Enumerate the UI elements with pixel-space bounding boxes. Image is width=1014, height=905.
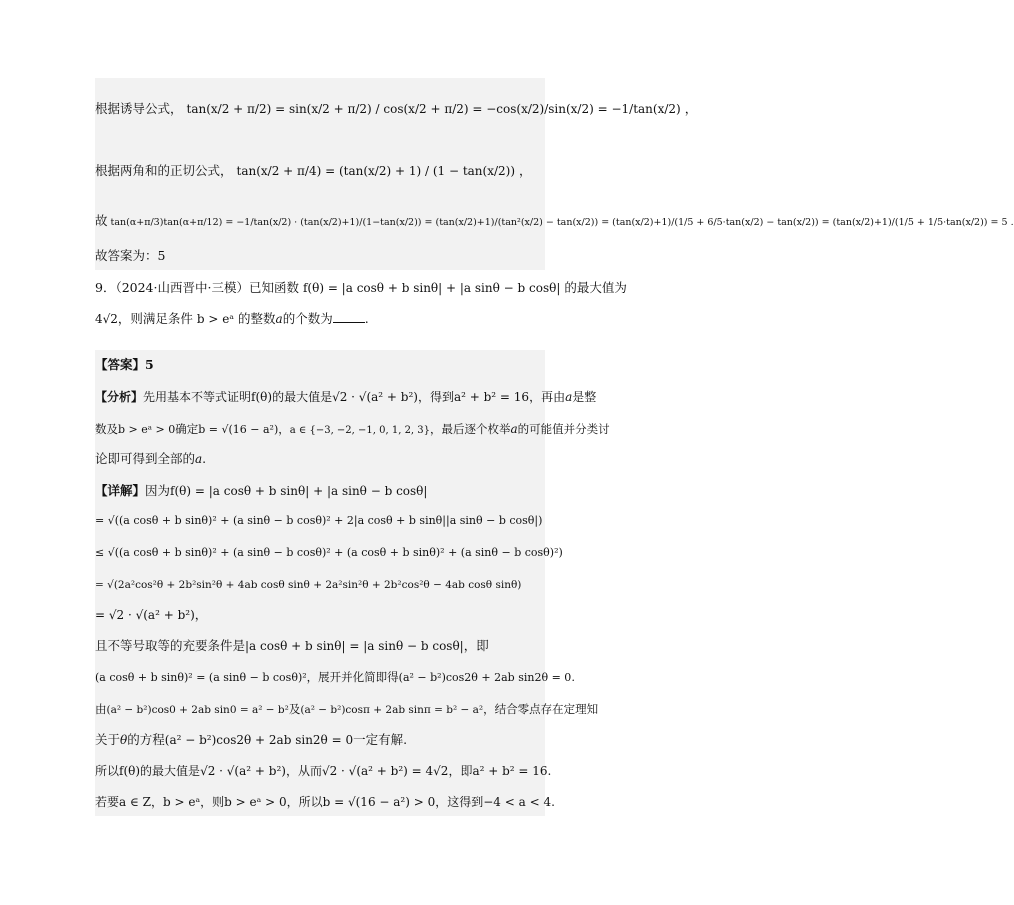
answer-blank (333, 310, 365, 323)
answer-statement: 故答案为：5 (95, 248, 166, 263)
derivation-step-1: = √((a cosθ + b sinθ)² + (a sinθ − b cosθ)² + 2|a cosθ + b sinθ||a sinθ − b cosθ|) (95, 514, 543, 527)
analysis-line-3: 论即可得到全部的a. (95, 451, 207, 466)
answer-label: 【答案】 (95, 357, 146, 372)
question-line-1: 9．（2024·山西晋中·三模）已知函数 f(θ) = |a cosθ + b sinθ| + |a sinθ − b cosθ| 的最大值为 (95, 280, 627, 295)
max-value-line: 所以f(θ)的最大值是√2 · √(a² + b²)，从而√2 · √(a² + b²) = 4√2，即a² + b² = 16. (95, 764, 552, 778)
function-definition: f(θ) = |a cosθ + b sinθ| + |a sinθ − b cosθ| (302, 281, 561, 295)
detail-label: 【详解】 (95, 483, 146, 498)
equation-solvable-line: 关于θ的方程(a² − b²)cos2θ + 2ab sin2θ = 0一定有解. (95, 732, 408, 747)
conclusion-line: 故 tan(α+π/3)tan(α+π/12) = −1/tan(x/2) · (tan(x/2)+1)/(1−tan(x/2)) = (tan(x/2)+1)/(tan²(x/2) − tan(x/2)) = (tan(x/2)+1)/(1/5 + 6/5·tan(x/2) − tan(x/2)) = (tan(x/2)+1)/(1/5 + 1/5·tan(x/2)) = 5 . (95, 213, 1014, 228)
analysis-label: 【分析】 (95, 390, 144, 404)
derivation-step-4: = √2 · √(a² + b²)， (95, 607, 208, 622)
induction-formula: tan(x/2 + π/2) = sin(x/2 + π/2) / cos(x/2 + π/2) = −cos(x/2)/sin(x/2) = −1/tan(x/2) (186, 102, 681, 116)
detail-line-intro: 【详解】因为f(θ) = |a cosθ + b sinθ| + |a sinθ − b cosθ| (95, 483, 428, 498)
induction-formula-line: 根据诱导公式， tan(x/2 + π/2) = sin(x/2 + π/2) / cos(x/2 + π/2) = −cos(x/2)/sin(x/2) = −1/tan(x/2) ， (95, 101, 698, 116)
derivation-step-3: = √(2a²cos²θ + 2b²sin²θ + 4ab cosθ sinθ + 2a²sin²θ + 2b²cos²θ − 4ab cosθ sinθ) (95, 579, 522, 591)
question-number: 9． (95, 280, 116, 295)
equality-condition-line: 且不等号取等的充要条件是|a cosθ + b sinθ| = |a sinθ − b cosθ|，即 (95, 638, 489, 653)
analysis-line-2: 数及b > eᵃ > 0确定b = √(16 − a²)，a ∈ {−3, −2, −1, 0, 1, 2, 3}，最后逐个枚举a的可能值并分类讨 (95, 422, 610, 436)
square-expansion-line: (a cosθ + b sinθ)² = (a sinθ − b cosθ)²，展开并化简即得(a² − b²)cos2θ + 2ab sin2θ = 0. (95, 670, 575, 684)
question-source: （2024·山西晋中·三模） (115, 280, 249, 295)
answer-line (95, 356, 154, 374)
conclusion-formula: tan(α+π/3)tan(α+π/12) = −1/tan(x/2) · (tan(x/2)+1)/(1−tan(x/2)) = (tan(x/2)+1)/(tan²(x/2) − tan(x/2)) = (tan(x/2)+1)/(1/5 + 6/5·tan(x/2) − tan(x/2)) = (tan(x/2)+1)/(1/5 + 1/5·tan(x/2)) = 5 (110, 217, 1008, 228)
tangent-sum-formula: tan(x/2 + π/4) = (tan(x/2) + 1) / (1 − tan(x/2)) (236, 164, 516, 178)
analysis-line-1: 【分析】先用基本不等式证明f(θ)的最大值是√2 · √(a² + b²)，得到a² + b² = 16，再由a是整 (95, 390, 597, 404)
integer-condition-line: 若要a ∈ Z，b > eᵃ，则b > eᵃ > 0，所以b = √(16 − a²) > 0，这得到−4 < a < 4. (95, 795, 555, 809)
answer-value: 5 (145, 357, 154, 372)
question-line-2: 4√2，则满足条件 b > eᵃ 的整数a的个数为 . (95, 311, 369, 326)
zero-theorem-line: 由(a² − b²)cos0 + 2ab sin0 = a² − b²及(a² − b²)cosπ + 2ab sinπ = b² − a²，结合零点存在定理知 (95, 702, 599, 716)
derivation-step-2: ≤ √((a cosθ + b sinθ)² + (a sinθ − b cosθ)² + (a cosθ + b sinθ)² + (a sinθ − b cosθ)²) (95, 546, 563, 559)
tangent-sum-line: 根据两角和的正切公式， tan(x/2 + π/4) = (tan(x/2) + 1) / (1 − tan(x/2)) ， (95, 163, 532, 178)
